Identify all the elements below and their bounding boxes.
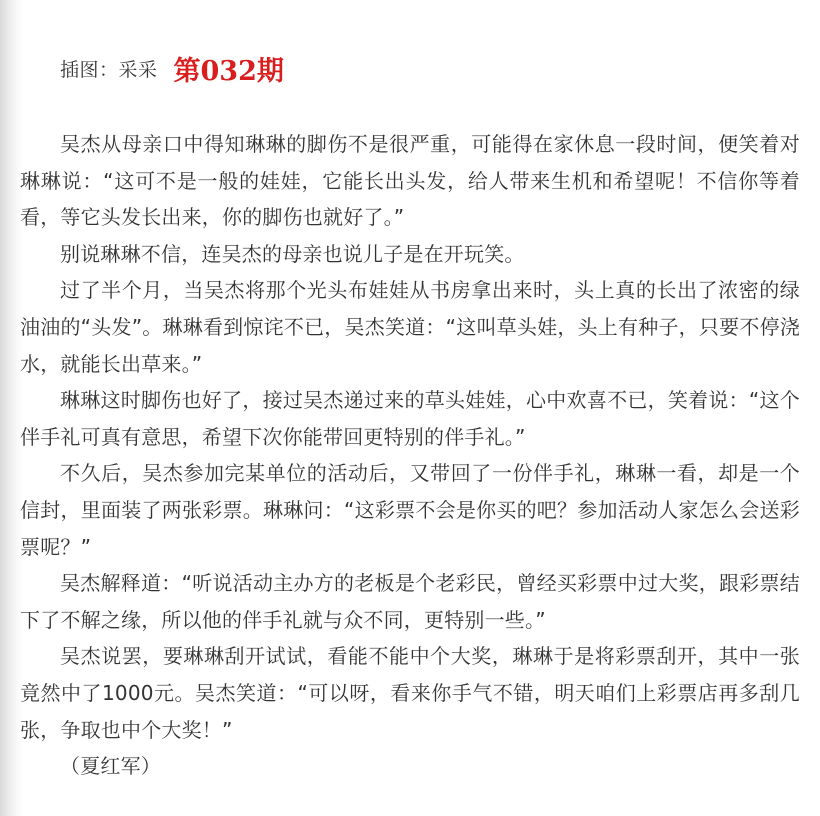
issue-number: 第032期 [173,55,284,87]
paragraph: 吴杰说罢，要琳琳刮开试试，看能不能中个大奖，琳琳于是将彩票刮开，其中一张竟然中了1000元。吴杰笑道：“可以呀，看来你手气不错，明天咱们上彩票店再多刮几张，争取也中个大奖！” [20,644,800,742]
paragraph: 不久后，吴杰参加完某单位的活动后，又带回了一份伴手礼，琳琳一看，却是一个信封，里面装了两张彩票。琳琳问：“这彩票不会是你买的吧？参加活动人家怎么会送彩票呢？” [20,461,800,559]
paragraph: 琳琳这时脚伤也好了，接过吴杰递过来的草头娃娃，心中欢喜不已，笑着说：“这个伴手礼可真有意思，希望下次你能带回更特别的伴手礼。” [20,388,800,449]
paragraph: 过了半个月，当吴杰将那个光头布娃娃从书房拿出来时，头上真的长出了浓密的绿油油的“头发”。琳琳看到惊诧不已，吴杰笑道：“这叫草头娃，头上有种子，只要不停浇水，就能长出草来。” [20,278,800,376]
article-header [60,48,284,88]
author-byline: （夏红军） [60,754,161,779]
illustration-credit: 插图：采采 [60,58,158,81]
paragraph: 吴杰从母亲口中得知琳琳的脚伤不是很严重，可能得在家休息一段时间，便笑着对琳琳说：“这可不是一般的娃娃，它能长出头发，给人带来生机和希望呢！不信你等着看，等它头发长出来，你的脚伤也就好了。” [20,132,800,230]
paragraph: 吴杰解释道：“听说活动主办方的老板是个老彩民，曾经买彩票中过大奖，跟彩票结下了不解之缘，所以他的伴手礼就与众不同，更特别一些。” [20,571,800,632]
paragraph: 别说琳琳不信，连吴杰的母亲也说儿子是在开玩笑。 [60,241,525,266]
article-body [20,126,800,785]
